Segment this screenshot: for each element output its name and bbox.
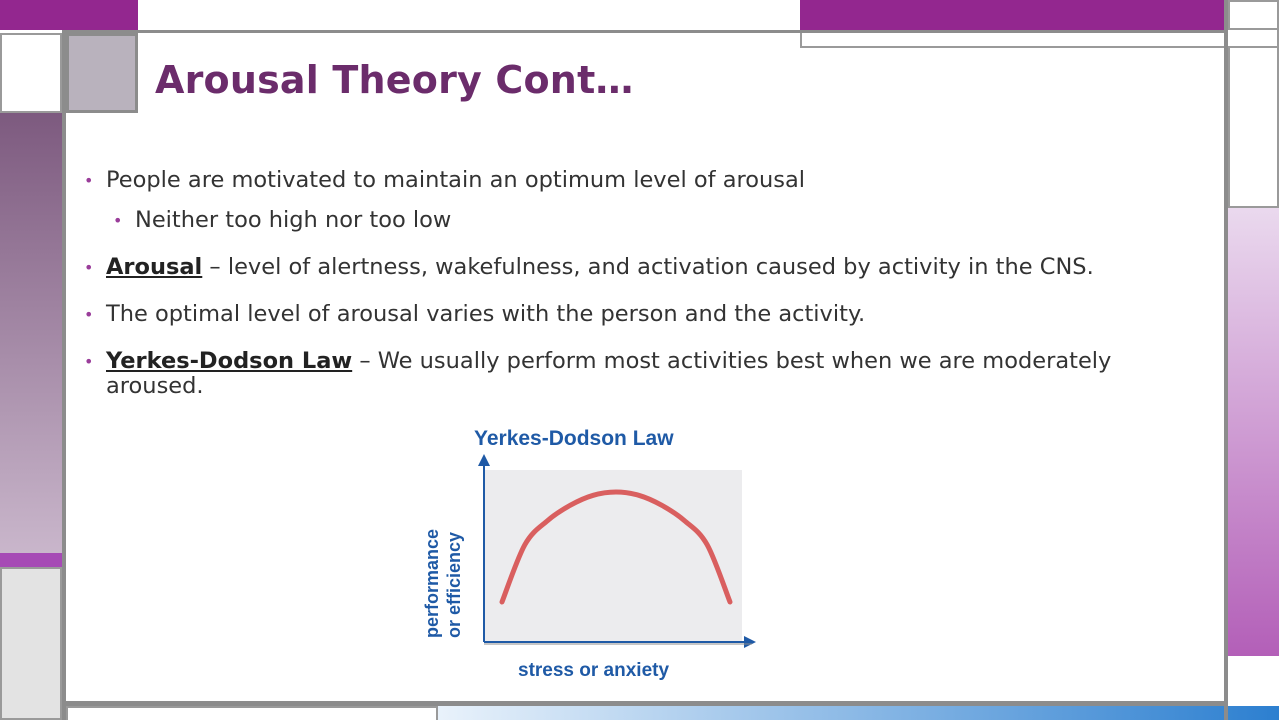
frame-right-gradient-bar — [1228, 208, 1279, 656]
frame-top-right-purple-bar — [800, 0, 1224, 30]
bullet-marker: • — [84, 171, 94, 190]
frame-bottom-left-box — [66, 706, 438, 720]
bullet-marker: • — [113, 211, 123, 230]
bullet-marker: • — [84, 305, 94, 324]
bullet-marker: • — [84, 352, 94, 371]
chart-title: Yerkes-Dodson Law — [474, 427, 674, 450]
definition-arousal: – level of alertness, wakefulness, and activation caused by activity in the CNS. — [202, 254, 1094, 280]
chart-plot-area — [484, 470, 742, 642]
slide-title: Arousal Theory Cont… — [155, 58, 634, 102]
frame-top-far-right-box — [1228, 0, 1279, 30]
yerkes-dodson-chart — [420, 420, 760, 690]
bullet-item — [84, 349, 1194, 399]
sub-bullet-item: • Neither too high nor too low — [113, 207, 452, 233]
bullet-marker: • — [84, 258, 94, 277]
bullet-item — [84, 255, 1194, 280]
frame-left-bottom-gray — [0, 567, 62, 720]
frame-line-right — [1224, 0, 1228, 720]
term-arousal: Arousal — [106, 254, 203, 280]
y-axis-arrow — [478, 454, 490, 466]
frame-left-purple-accent — [0, 553, 62, 567]
frame-line-left — [62, 30, 66, 720]
frame-line-top — [62, 30, 1228, 33]
bullet-item: • People are motivated to maintain an optimum level of arousal — [84, 167, 806, 193]
y-axis-label-line-1: performance — [422, 528, 442, 638]
y-axis-label-line-2: or efficiency — [444, 531, 464, 638]
frame-left-white-box — [0, 33, 62, 113]
bullet-item: • The optimal level of arousal varies with the person and the activity. — [84, 301, 866, 327]
x-axis-arrow — [744, 636, 756, 648]
x-axis-label: stress or anxiety — [518, 660, 670, 681]
frame-corner-gray-block — [66, 33, 138, 113]
definition-yerkes-dodson: – We usually perform most activities best when we are moderately aroused. — [106, 348, 1112, 399]
frame-top-left-purple-block — [0, 0, 138, 30]
frame-left-gradient-bar — [0, 113, 62, 553]
frame-right-mid-box — [1228, 48, 1279, 208]
frame-line-bottom — [62, 701, 1228, 706]
frame-bottom-blue-bar — [438, 706, 1279, 720]
bullet-list — [84, 168, 1194, 399]
term-yerkes-dodson: Yerkes-Dodson Law — [106, 348, 353, 374]
